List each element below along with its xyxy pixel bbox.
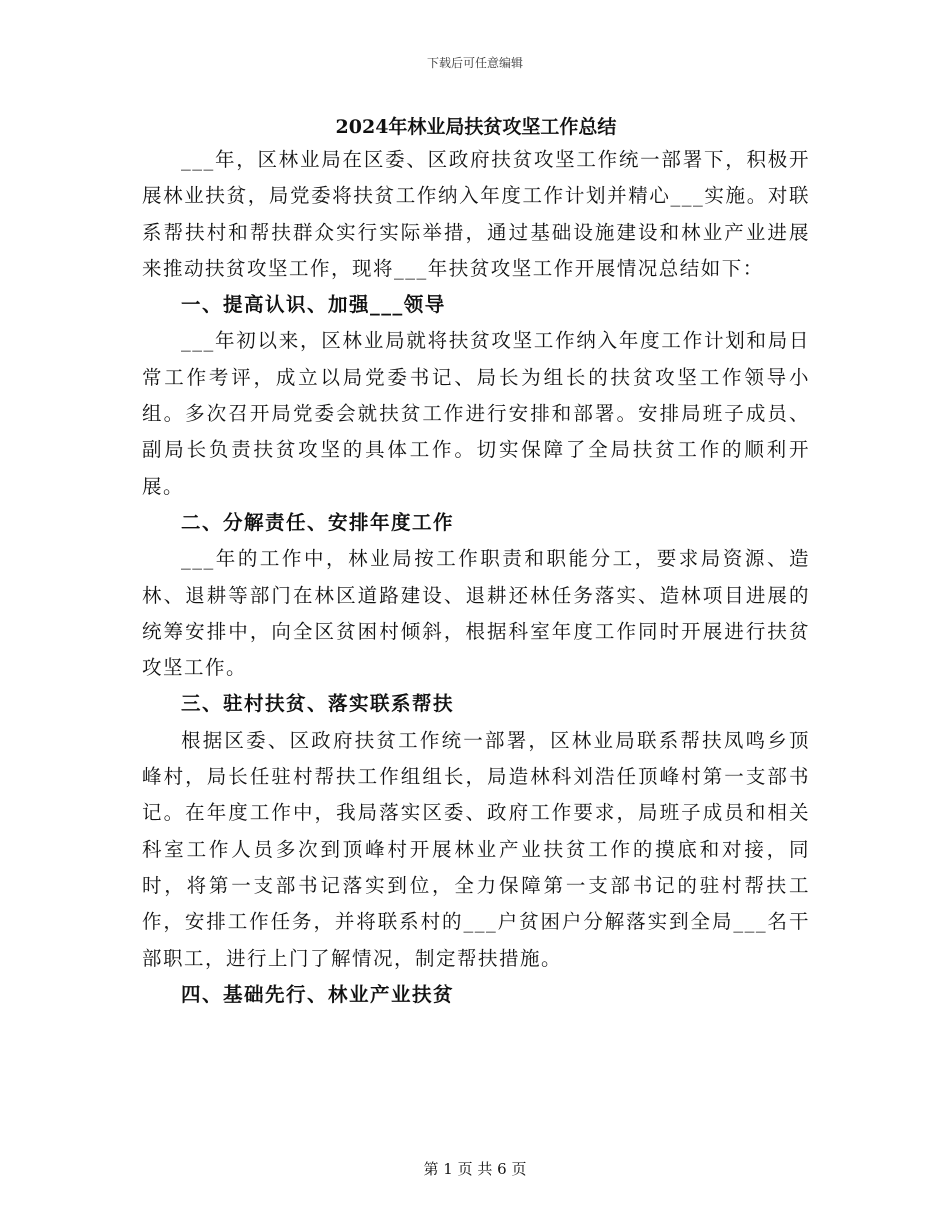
paragraph-intro: ___年，区林业局在区委、区政府扶贫攻坚工作统一部署下，积极开展林业扶贫，局党委将扶贫工作纳入年度工作计划并精心___实施。对联系帮扶村和帮扶群众实行实际举措，通过基础设施建设和林业产业进展来推动扶贫攻坚工作，现将___年扶贫攻坚工作开展情况总结如下： (142, 148, 810, 280)
section-heading-4: 四、基础先行、林业产业扶贫 (181, 982, 455, 1006)
page-number: 第 1 页 共 6 页 (423, 1160, 527, 1178)
section-heading-1: 一、提高认识、加强___领导 (181, 293, 446, 317)
document-body (142, 112, 810, 1013)
section-heading-2: 二、分解责任、安排年度工作 (181, 510, 455, 534)
document-title: 2024年林业局扶贫攻坚工作总结 (335, 116, 617, 138)
paragraph-section-2: ___年的工作中，林业局按工作职责和职能分工，要求局资源、造林、退耕等部门在林区道路建设、退耕还林任务落实、造林项目进展的统筹安排中，向全区贫困村倾斜，根据科室年度工作同时开展进行扶贫攻坚工作。 (142, 547, 810, 680)
paragraph-section-3: 根据区委、区政府扶贫工作统一部署，区林业局联系帮扶凤鸣乡顶峰村，局长任驻村帮扶工作组组长，局造林科刘浩任顶峰村第一支部书记。在年度工作中，我局落实区委、政府工作要求，局班子成员和相关科室工作人员多次到顶峰村开展林业产业扶贫工作的摸底和对接，同时，将第一支部书记落实到位，全力保障第一支部书记的驻村帮扶工作，安排工作任务，并将联系村的___户贫困户分解落实到全局___名干部职工，进行上门了解情况，制定帮扶措施。 (142, 728, 810, 970)
header-note: 下载后可任意编辑 (426, 56, 523, 70)
paragraph-section-1: ___年初以来，区林业局就将扶贫攻坚工作纳入年度工作计划和局日常工作考评，成立以局党委书记、局长为组长的扶贫攻坚工作领导小组。多次召开局党委会就扶贫工作进行安排和部署。安排局班子成员、副局长负责扶贫攻坚的具体工作。切实保障了全局扶贫工作的顺利开展。 (142, 329, 810, 498)
section-heading-3: 三、驻村扶贫、落实联系帮扶 (181, 692, 455, 716)
